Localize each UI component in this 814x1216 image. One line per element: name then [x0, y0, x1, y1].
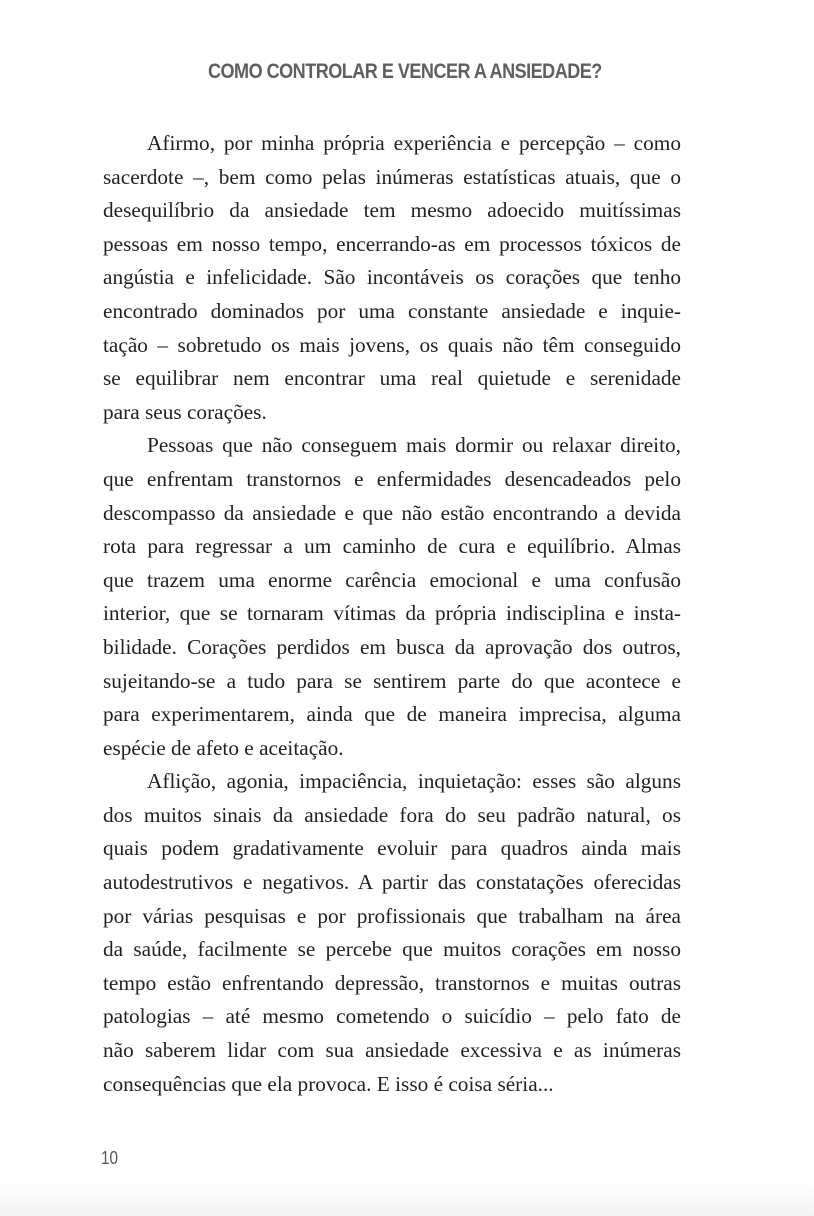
paragraph [103, 765, 681, 1101]
text-line: para seus corações. [103, 399, 267, 424]
text-line: sujeitando-se a tudo para se sentirem parte do que acontece e [103, 668, 681, 693]
text-line: encontrado dominados por uma constante ansiedade e inquie- [103, 298, 681, 323]
paragraph [103, 429, 681, 765]
text-line: dos muitos sinais da ansiedade fora do seu padrão natural, os [103, 802, 681, 827]
text-line: que trazem uma enorme carência emocional e uma confusão [103, 567, 681, 592]
text-line: descompasso da ansiedade e que não estão encontrando a devida [103, 500, 681, 525]
text-line: rota para regressar a um caminho de cura e equilíbrio. Almas [103, 534, 681, 559]
text-line: angústia e infelicidade. São incontáveis os corações que tenho [103, 265, 681, 290]
text-line: se equilibrar nem encontrar uma real quietude e serenidade [103, 366, 681, 391]
text-line: desequilíbrio da ansiedade tem mesmo adoecido muitíssimas [103, 198, 681, 223]
text-line: tempo estão enfrentando depressão, transtornos e muitas outras [103, 970, 681, 995]
text-line: não saberem lidar com sua ansiedade excessiva e as inúmeras [103, 1038, 681, 1063]
running-head: COMO CONTROLAR E VENCER A ANSIEDADE? [207, 60, 602, 83]
text-line: interior, que se tornaram vítimas da própria indisciplina e insta- [103, 601, 681, 626]
text-line: sacerdote –, bem como pelas inúmeras estatísticas atuais, que o [103, 164, 681, 189]
text-line: consequências que ela provoca. E isso é coisa séria... [103, 1071, 554, 1096]
page-number: 10 [101, 1148, 119, 1168]
paragraph [103, 127, 681, 429]
text-line: que enfrentam transtornos e enfermidades desencadeados pelo [103, 466, 681, 491]
text-line: espécie de afeto e aceitação. [103, 735, 344, 760]
text-line: por várias pesquisas e por profissionais que trabalham na área [103, 903, 681, 928]
text-line: patologias – até mesmo cometendo o suicídio – pelo fato de [103, 1004, 681, 1029]
text-line: autodestrutivos e negativos. A partir das constatações oferecidas [103, 870, 681, 895]
body-text [103, 127, 681, 1101]
text-line: Pessoas que não conseguem mais dormir ou relaxar direito, [147, 433, 681, 458]
text-line: Aflição, agonia, impaciência, inquietação: esses são alguns [147, 769, 681, 794]
text-line: quais podem gradativamente evoluir para quadros ainda mais [103, 836, 681, 861]
text-line: Afirmo, por minha própria experiência e percepção – como [147, 131, 681, 155]
text-line: da saúde, facilmente se percebe que muitos corações em nosso [103, 937, 681, 962]
text-line: pessoas em nosso tempo, encerrando-as em processos tóxicos de [103, 231, 681, 256]
text-line: tação – sobretudo os mais jovens, os quais não têm conseguido [103, 332, 681, 357]
text-line: bilidade. Corações perdidos em busca da aprovação dos outros, [103, 634, 681, 659]
text-line: para experimentarem, ainda que de maneira imprecisa, alguma [103, 702, 681, 727]
